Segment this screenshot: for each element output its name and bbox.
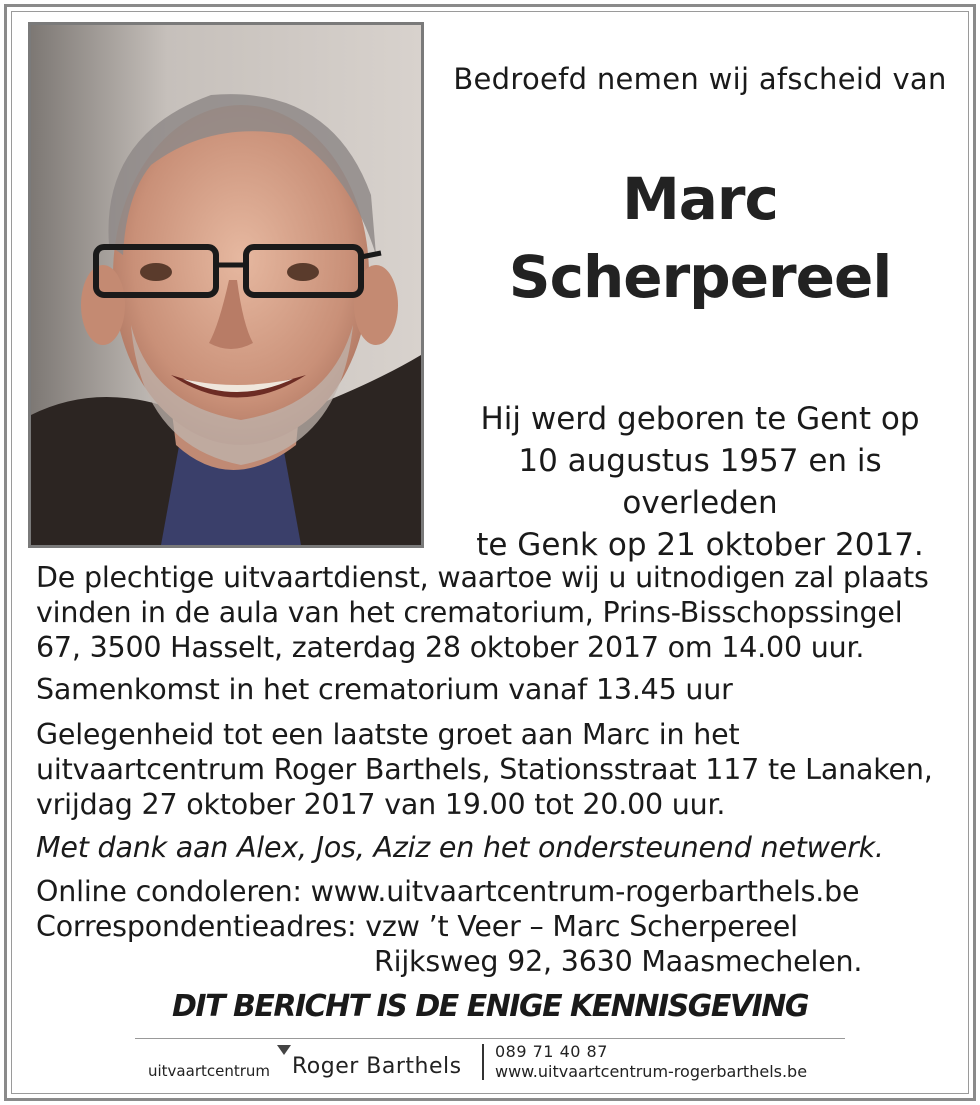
footer-brand: Roger Barthels [292,1054,462,1079]
born-line-2: 10 augustus 1957 en is overleden [518,443,882,521]
farewell-line-2: uitvaartcentrum Roger Barthels, Stationsstraat 117 te Lanaken, [36,753,933,786]
online-condolence: Online condoleren: www.uitvaartcentrum-rogerbarthels.be [36,875,860,908]
portrait-illustration [31,25,421,545]
portrait-photo [28,22,424,548]
birth-death-info [440,398,960,566]
deceased-name [440,160,960,316]
born-line-3: te Genk op 21 oktober 2017. [476,527,924,563]
farewell-line-3: vrijdag 27 oktober 2017 van 19.00 tot 20.00 uur. [36,788,726,821]
only-notice-text: DIT BERICHT IS DE ENIGE KENNISGEVING [172,989,808,1024]
footer-label: uitvaartcentrum [148,1062,271,1080]
footer-divider [135,1038,845,1039]
correspondence-address: Correspondentieadres: vzw ’t Veer – Marc Scherpereel [36,910,798,943]
last-name: Scherpereel [508,243,892,311]
service-line-3: 67, 3500 Hasselt, zaterdag 28 oktober 2017 om 14.00 uur. [36,631,865,664]
service-line-2: vinden in de aula van het crematorium, Prins-Bisschopssingel [36,596,903,629]
contact-block [36,874,956,979]
service-paragraph [36,560,956,665]
funeral-home-footer [0,1042,980,1086]
triangle-icon [277,1045,291,1055]
gathering-text: Samenkomst in het crematorium vanaf 13.45 uur [36,673,733,706]
service-line-1: De plechtige uitvaartdienst, waartoe wij u uitnodigen zal plaats [36,561,929,594]
footer-website: www.uitvaartcentrum-rogerbarthels.be [495,1062,808,1081]
farewell-paragraph [36,717,956,822]
street-address: Rijksweg 92, 3630 Maasmechelen. [374,945,863,978]
intro-text: Bedroefd nemen wij afscheid van [453,62,947,96]
first-name: Marc [622,165,778,233]
thanks-text: Met dank aan Alex, Jos, Aziz en het ondersteunend netwerk. [36,831,884,864]
born-line-1: Hij werd geboren te Gent op [480,401,920,437]
farewell-line-1: Gelegenheid tot een laatste groet aan Marc in het [36,718,740,751]
footer-phone: 089 71 40 87 [495,1042,608,1061]
footer-separator [482,1044,484,1080]
